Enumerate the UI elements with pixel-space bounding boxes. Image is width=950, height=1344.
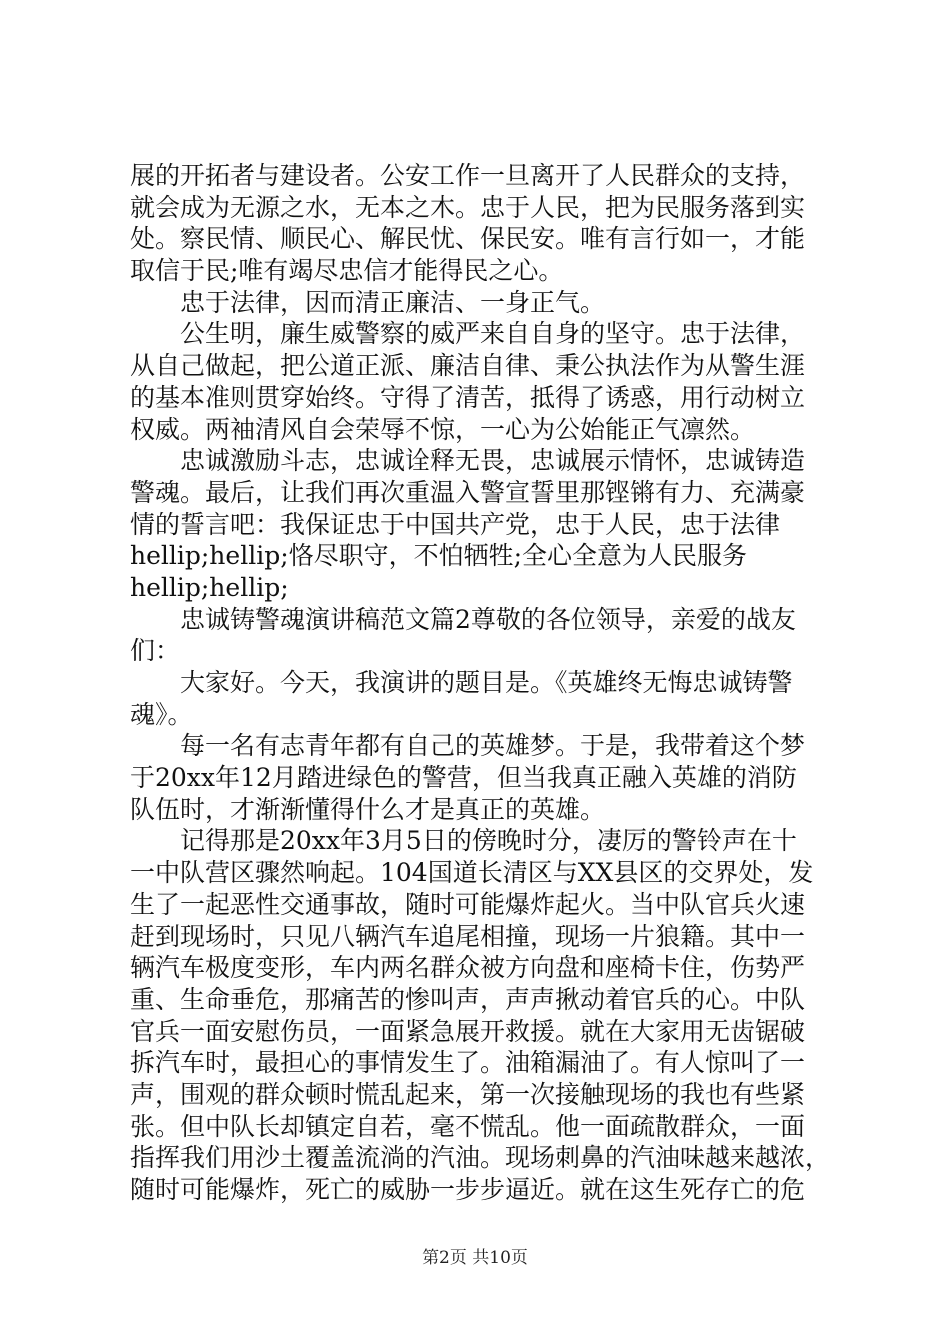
- text-line: hellip;hellip;恪尽职守，不怕牺牲;全心全意为人民服务: [130, 541, 748, 571]
- text-line: 拆汽车时，最担心的事情发生了。油箱漏油了。有人惊叫了一: [130, 1048, 806, 1078]
- text-line: 辆汽车极度变形，车内两名群众被方向盘和座椅卡住，伤势严: [130, 953, 806, 983]
- text-line: 忠诚激励斗志，忠诚诠释无畏，忠诚展示情怀，忠诚铸造: [180, 446, 806, 476]
- text-line: 赶到现场时，只见八辆汽车追尾相撞，现场一片狼籍。其中一: [130, 921, 806, 951]
- text-line: 一中队营区骤然响起。104国道长清区与XX县区的交界处，发: [130, 858, 814, 888]
- text-line: 于20xx年12月踏进绿色的警营，但当我真正融入英雄的消防: [130, 763, 797, 793]
- text-line: 的基本准则贯穿始终。守得了清苦，抵得了诱惑，用行动树立: [130, 382, 806, 412]
- page-number: 第2页 共10页: [422, 1248, 528, 1268]
- text-line: 大家好。今天，我演讲的题目是。《英雄终无悔忠诚铸警: [180, 668, 793, 697]
- text-line: hellip;hellip;: [130, 572, 289, 602]
- text-line: 取信于民;唯有竭尽忠信才能得民之心。: [130, 256, 564, 286]
- text-line: 声，围观的群众顿时慌乱起来，第一次接触现场的我也有些紧: [130, 1079, 806, 1109]
- text-line: 展的开拓者与建设者。公安工作一旦离开了人民群众的支持，: [130, 161, 806, 190]
- text-line: 重、生命垂危，那痛苦的惨叫声，声声揪动着官兵的心。中队: [130, 984, 806, 1014]
- body-text: [130, 160, 830, 1206]
- text-line: 处。察民情、顺民心、解民忧、保民安。唯有言行如一，才能: [130, 224, 806, 254]
- text-line: 情的誓言吧：我保证忠于中国共产党，忠于人民，忠于法律: [130, 509, 781, 539]
- text-line: 生了一起恶性交通事故，随时可能爆炸起火。当中队官兵火速: [130, 889, 806, 919]
- text-line: 忠于法律，因而清正廉洁、一身正气。: [180, 287, 606, 317]
- text-line: 就会成为无源之水，无本之木。忠于人民，把为民服务落到实: [130, 192, 806, 222]
- text-line: 随时可能爆炸，死亡的威胁一步步逼近。就在这生死存亡的危: [130, 1175, 806, 1204]
- text-line: 从自己做起，把公道正派、廉洁自律、秉公执法作为从警生涯: [130, 351, 806, 381]
- text-line: 警魂。最后，让我们再次重温入警宣誓里那铿锵有力、充满豪: [130, 477, 806, 507]
- text-line: 官兵一面安慰伤员，一面紧急展开救援。就在大家用无齿锯破: [130, 1016, 806, 1046]
- text-line: 魂》。: [130, 699, 193, 729]
- text-line: 权威。两袖清风自会荣辱不惊，一心为公始能正气凛然。: [130, 414, 756, 444]
- text-line: 记得那是20xx年3月5日的傍晚时分，凄厉的警铃声在十: [180, 826, 797, 856]
- text-line: 每一名有志青年都有自己的英雄梦。于是，我带着这个梦: [180, 731, 806, 761]
- text-line: 忠诚铸警魂演讲稿范文篇2尊敬的各位领导，亲爱的战友: [180, 604, 796, 634]
- text-line: 张。但中队长却镇定自若，毫不慌乱。他一面疏散群众，一面: [130, 1111, 806, 1141]
- text-line: 们：: [130, 636, 181, 666]
- text-line: 指挥我们用沙土覆盖流淌的汽油。现场刺鼻的汽油味越来越浓，: [130, 1143, 831, 1173]
- text-line: 公生明，廉生威警察的威严来自自身的坚守。忠于法律，: [180, 319, 806, 349]
- text-line: 队伍时，才渐渐懂得什么才是真正的英雄。: [130, 794, 606, 824]
